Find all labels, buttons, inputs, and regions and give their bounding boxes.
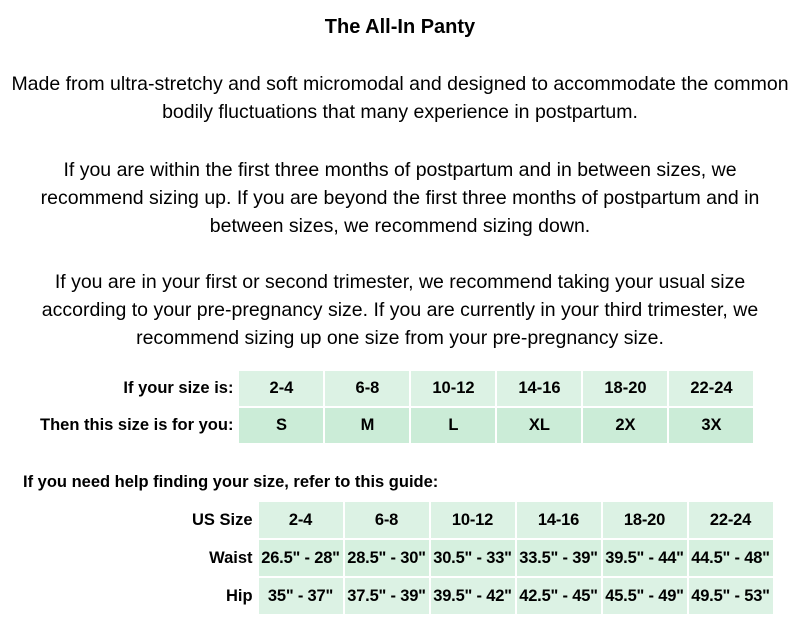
table-cell: 18-20 <box>583 371 667 406</box>
table-cell: 39.5" - 44" <box>603 540 687 576</box>
table-row <box>192 540 773 576</box>
pregnancy-sizing-paragraph: If you are in your first or second trimester, we recommend taking your usual size according to your pre-pregnancy size. If you are currently in your third trimester, we recommend sizing up one size from your pre-pregnancy size. <box>41 271 759 349</box>
row-label: If your size is: <box>123 379 234 397</box>
table-row <box>40 371 753 406</box>
table-cell: 37.5" - 39" <box>345 578 429 614</box>
table-cell: M <box>325 408 409 443</box>
table-cell: 49.5" - 53" <box>689 578 773 614</box>
description-paragraph: Made from ultra-stretchy and soft micromodal and designed to accommodate the common bodily fluctuations that many experience in postpartum. <box>11 73 789 123</box>
size-conversion-table <box>38 369 755 445</box>
page-title: The All-In Panty <box>324 16 476 38</box>
table-row <box>192 578 773 614</box>
table-row <box>192 502 773 538</box>
table-cell: 30.5" - 33" <box>431 540 515 576</box>
table-cell: 2-4 <box>259 502 343 538</box>
table-cell: 14-16 <box>497 371 581 406</box>
table-cell: 22-24 <box>689 502 773 538</box>
size-guide-heading: If you need help finding your size, refer to this guide: <box>23 473 439 491</box>
row-label: Waist <box>209 548 253 567</box>
table-cell: 26.5" - 28" <box>259 540 343 576</box>
table-row <box>40 408 753 443</box>
table-cell: 14-16 <box>517 502 601 538</box>
postpartum-sizing-paragraph: If you are within the first three months of postpartum and in between sizes, we recommend sizing up. If you are beyond the first three months of postpartum and in between sizes, we recommend sizing down. <box>40 159 760 237</box>
table-cell: 42.5" - 45" <box>517 578 601 614</box>
table-cell: 6-8 <box>345 502 429 538</box>
table-cell: 6-8 <box>325 371 409 406</box>
table-cell: 44.5" - 48" <box>689 540 773 576</box>
table-cell: 28.5" - 30" <box>345 540 429 576</box>
table-cell: 18-20 <box>603 502 687 538</box>
table-cell: XL <box>497 408 581 443</box>
table-cell: 2-4 <box>239 371 323 406</box>
table-cell: 45.5" - 49" <box>603 578 687 614</box>
table-cell: 33.5" - 39" <box>517 540 601 576</box>
table-cell: 3X <box>669 408 753 443</box>
table-cell: 39.5" - 42" <box>431 578 515 614</box>
table-cell: 10-12 <box>431 502 515 538</box>
table-cell: 10-12 <box>411 371 495 406</box>
size-guide-table <box>190 500 775 616</box>
row-label: Hip <box>225 586 253 605</box>
table-cell: 35" - 37" <box>259 578 343 614</box>
table-cell: 22-24 <box>669 371 753 406</box>
table-cell: L <box>411 408 495 443</box>
row-label: US Size <box>192 510 253 529</box>
table-cell: 2X <box>583 408 667 443</box>
table-cell: S <box>239 408 323 443</box>
row-label: Then this size is for you: <box>40 416 234 434</box>
